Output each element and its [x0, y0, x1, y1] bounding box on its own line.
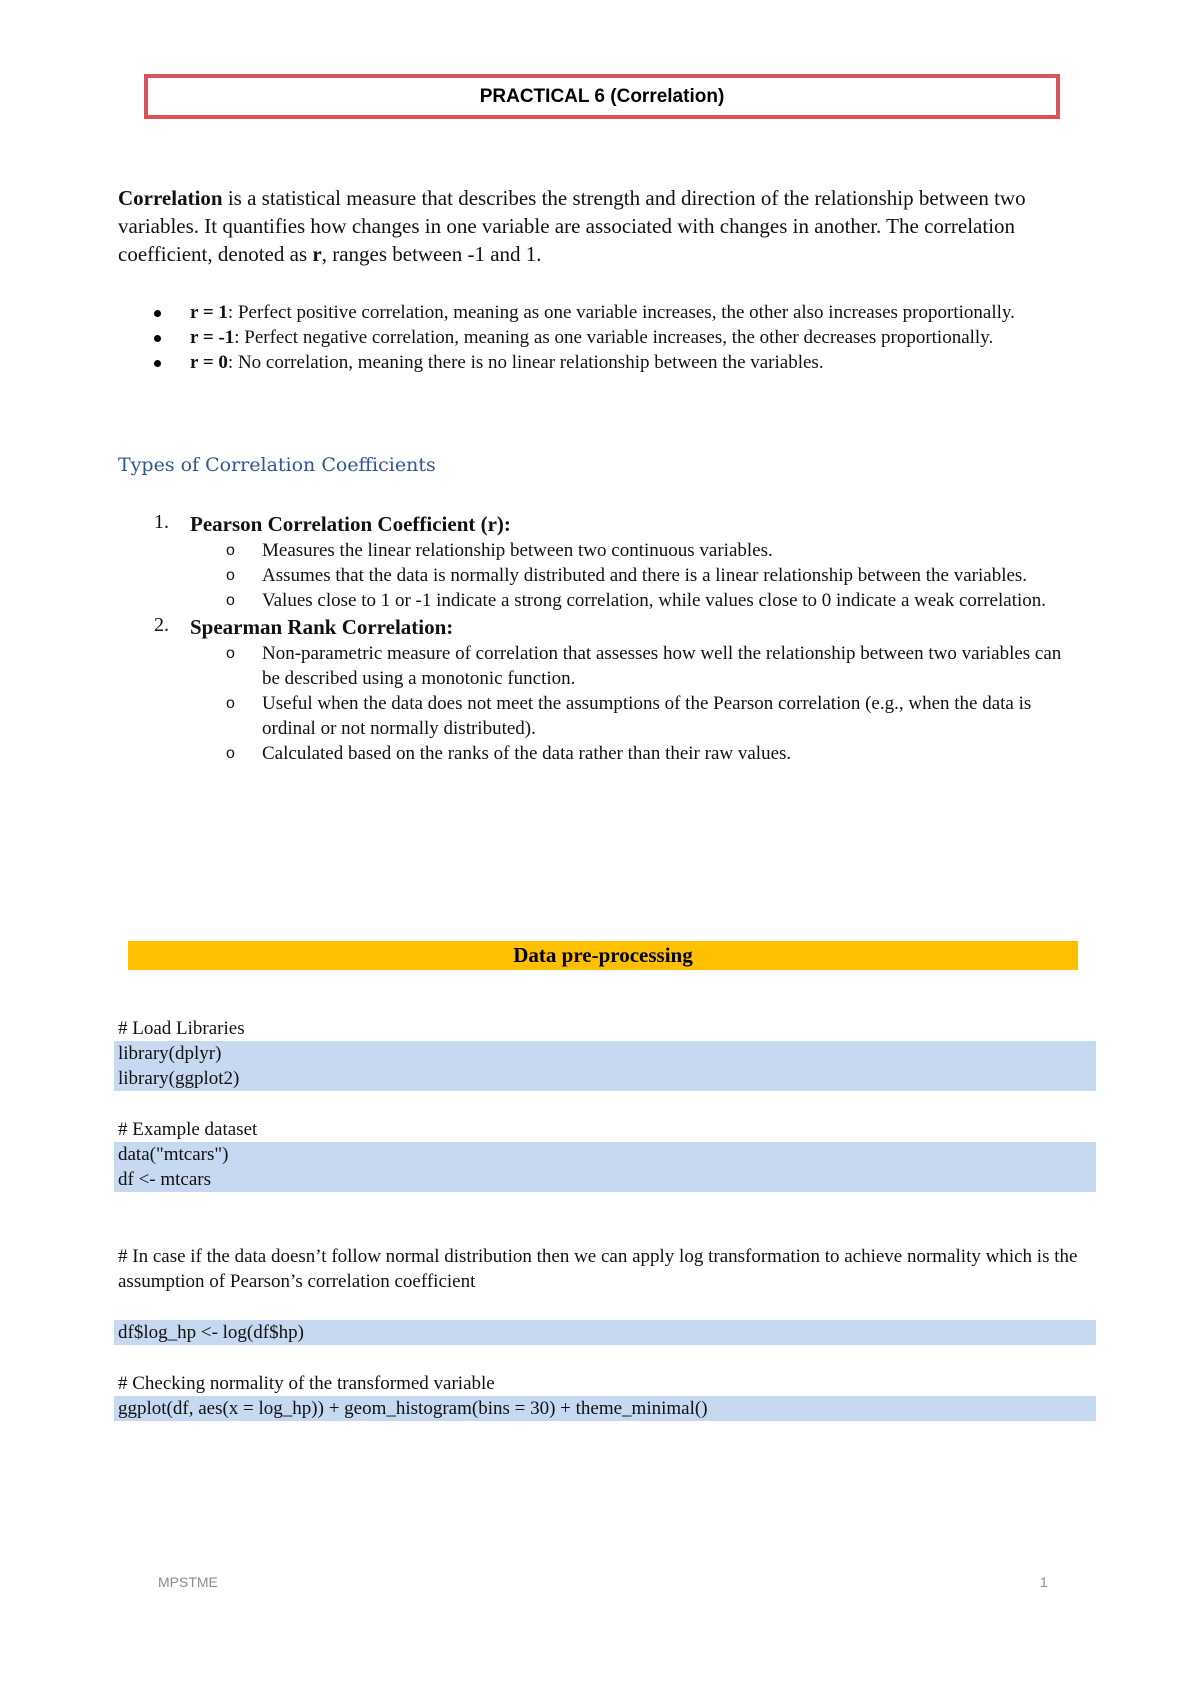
list-item: [190, 741, 1078, 766]
intro-text-1: is a statistical measure that describes the strength and direction of the relationship between two variables. It quantifies how changes in one variable are associated with changes in another. The correlation coefficient, denoted as: [118, 186, 1026, 266]
correlation-values-list: [118, 300, 1078, 375]
circle-bullet-icon: o: [226, 695, 235, 712]
code-line: df <- mtcars: [118, 1169, 212, 1190]
types-list: [118, 510, 1078, 766]
code-line: library(ggplot2): [118, 1068, 240, 1089]
code-block-libraries: [114, 1041, 1096, 1091]
list-item: [190, 538, 1078, 563]
sub-list: [190, 641, 1078, 766]
bullet-icon: [154, 335, 161, 342]
code-comment-log: # In case if the data doesn’t follow normal distribution then we can apply log transformation to achieve normality which is the assumption of Pearson’s correlation coefficient: [118, 1246, 1078, 1292]
intro-paragraph: [118, 184, 1078, 268]
list-item: [190, 588, 1078, 613]
code-line: library(dplyr): [118, 1043, 222, 1064]
type-number: 2.: [154, 614, 169, 636]
intro-r: r: [312, 242, 322, 266]
footer-label: MPSTME: [158, 1574, 218, 1590]
section-title: Data pre-processing: [513, 943, 693, 967]
list-item: [118, 325, 1078, 350]
page-title: PRACTICAL 6 (Correlation): [479, 85, 725, 107]
sub-item-text: Values close to 1 or -1 indicate a strong correlation, while values close to 0 indicate a weak correlation.: [262, 590, 1047, 611]
bullet-icon: [154, 360, 161, 367]
type-heading: Pearson Correlation Coefficient (r):: [190, 512, 511, 536]
circle-bullet-icon: o: [226, 592, 235, 609]
list-item: [118, 300, 1078, 325]
type-item-spearman: [118, 613, 1078, 766]
page-title-box: [144, 74, 1060, 119]
code-line: ggplot(df, aes(x = log_hp)) + geom_histogram(bins = 30) + theme_minimal(): [118, 1398, 708, 1419]
circle-bullet-icon: o: [226, 745, 235, 762]
list-item: [190, 563, 1078, 588]
code-comment-check: # Checking normality of the transformed variable: [118, 1373, 495, 1394]
code-block-dataset: [114, 1142, 1096, 1192]
page-number: 1: [1040, 1574, 1048, 1590]
bullet-icon: [154, 310, 161, 317]
types-heading: Types of Correlation Coefficients: [118, 454, 436, 476]
code-line: df$log_hp <- log(df$hp): [118, 1322, 304, 1343]
bullet-text: : Perfect negative correlation, meaning as one variable increases, the other decreases proportionally.: [234, 327, 994, 348]
intro-text-2: , ranges between -1 and 1.: [321, 242, 542, 266]
sub-item-text: Non-parametric measure of correlation that assesses how well the relationship between two variables can be described using a monotonic function.: [262, 643, 1062, 689]
list-item: [190, 641, 1078, 691]
circle-bullet-icon: o: [226, 645, 235, 662]
bullet-label: r = 1: [190, 302, 228, 323]
section-banner: [128, 941, 1078, 970]
code-block-log: [114, 1320, 1096, 1345]
type-item-pearson: [118, 510, 1078, 613]
code-comment-example: # Example dataset: [118, 1119, 258, 1140]
type-heading: Spearman Rank Correlation:: [190, 615, 454, 639]
circle-bullet-icon: o: [226, 567, 235, 584]
bullet-text: : Perfect positive correlation, meaning as one variable increases, the other also increases proportionally.: [227, 302, 1015, 323]
sub-list: [190, 538, 1078, 613]
sub-item-text: Useful when the data does not meet the assumptions of the Pearson correlation (e.g., when the data is ordinal or not normally distributed).: [262, 693, 1032, 739]
sub-item-text: Measures the linear relationship between two continuous variables.: [262, 540, 773, 561]
code-block-plot: [114, 1396, 1096, 1421]
sub-item-text: Calculated based on the ranks of the data rather than their raw values.: [262, 743, 792, 764]
bullet-label: r = 0: [190, 352, 228, 373]
intro-term: Correlation: [118, 186, 223, 210]
sub-item-text: Assumes that the data is normally distributed and there is a linear relationship between the variables.: [262, 565, 1028, 586]
list-item: [118, 350, 1078, 375]
circle-bullet-icon: o: [226, 542, 235, 559]
bullet-label: r = -1: [190, 327, 235, 348]
code-comment-load: # Load Libraries: [118, 1018, 245, 1039]
list-item: [190, 691, 1078, 741]
bullet-text: : No correlation, meaning there is no linear relationship between the variables.: [227, 352, 824, 373]
type-number: 1.: [154, 511, 169, 533]
code-line: data("mtcars"): [118, 1144, 229, 1165]
